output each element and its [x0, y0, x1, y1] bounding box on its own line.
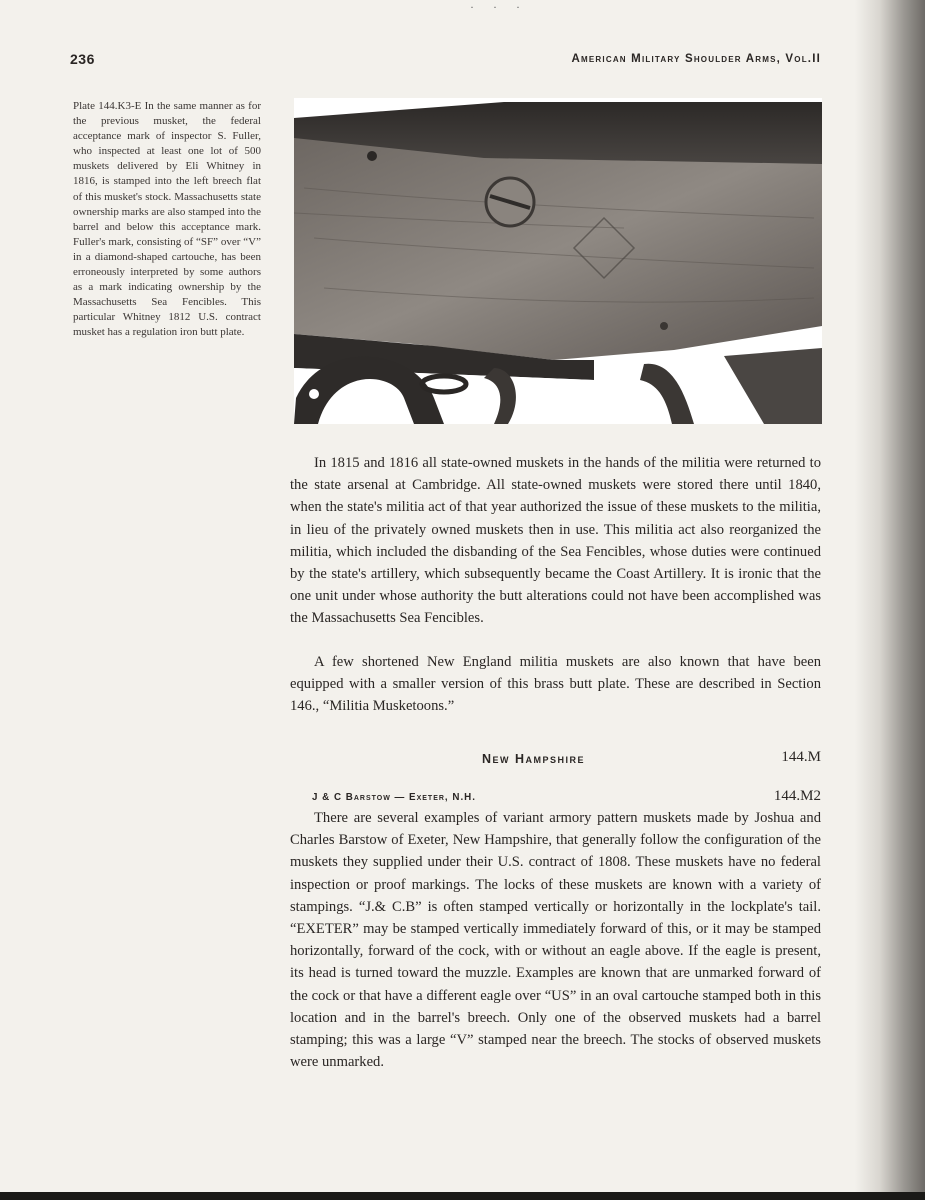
body-paragraph: In 1815 and 1816 all state-owned muskets in the hands of the militia were returned to the state arsenal at Cambridge. All state-owned muskets were stored there until 1840, when the state's militia act of that year authorized the issue of these muskets to the militia, in lieu of the privately owned muskets then in use. This militia act also reorganized the militia, which included the disbanding of the Sea Fencibles, whose duties were continued by the state's artillery, which subsequently became the Coast Artillery. It is ironic that the one unit under whose authority the butt alterations could not have been accomplished was the Massachusetts Sea Fencibles.: [290, 455, 821, 627]
body-paragraph: There are several examples of variant armory pattern muskets made by Joshua and Charles Barstow of Exeter, New Hampshire, that generally follow the configuration of the muskets they supplied under their U.S. contract of 1808. These muskets have no federal inspection or proof markings. The locks of these muskets are known with a variety of stampings. “J.& C.B” is often stamped vertically or horizontally in the lockplate's tail. “EXETER” may be stamped vertically immediately forward of this, or it may be stamped horizontally, forward of the cock, with or without an eagle above. If the eagle is present, its head is turned toward the muzzle. Examples are known that are unmarked forward of the cock or that have a different eagle over “US” in an oval cartouche stamped both in this location and in the barrel's breech. Only one of the observed muskets had a barrel stamping; this was a large “V” stamped near the breech. The stocks of observed muskets were unmarked.: [290, 810, 821, 1071]
subsection-number: 144.M2: [773, 788, 821, 804]
page-number: 236: [70, 51, 95, 67]
page-bottom-edge: [0, 1192, 925, 1200]
section-number: 144.M: [781, 749, 821, 765]
section-heading: New Hampshire: [482, 752, 586, 766]
running-head: American Military Shoulder Arms, Vol.II: [571, 53, 821, 65]
subsection-heading: J & C Barstow — Exeter, N.H.: [312, 792, 476, 803]
top-edge-marks: · · ·: [470, 0, 528, 14]
body-paragraph: A few shortened New England militia muskets are also known that have been equipped with a smaller version of this brass butt plate. These are described in Section 146., “Militia Musketoons.”: [290, 654, 821, 715]
plate-caption: Plate 144.K3-E In the same manner as for the previous musket, the federal acceptance mark of inspector S. Fuller, who inspected at least one lot of 500 muskets delivered by Eli Whitney in 1816, is stamped into the left breech flat of this musket's stock. Massachusetts state ownership marks are also stamped into the barrel and below this acceptance mark. Fuller's mark, consisting of “SF” over “V” in a diamond-shaped cartouche, has been erroneously interpreted by some authors as a mark indicating ownership by the Massachusetts Sea Fencibles. This particular Whitney 1812 U.S. contract musket has a regulation iron butt plate.: [73, 100, 261, 339]
musket-stock-photo: [294, 98, 822, 424]
page-binding-shadow: [855, 0, 925, 1200]
